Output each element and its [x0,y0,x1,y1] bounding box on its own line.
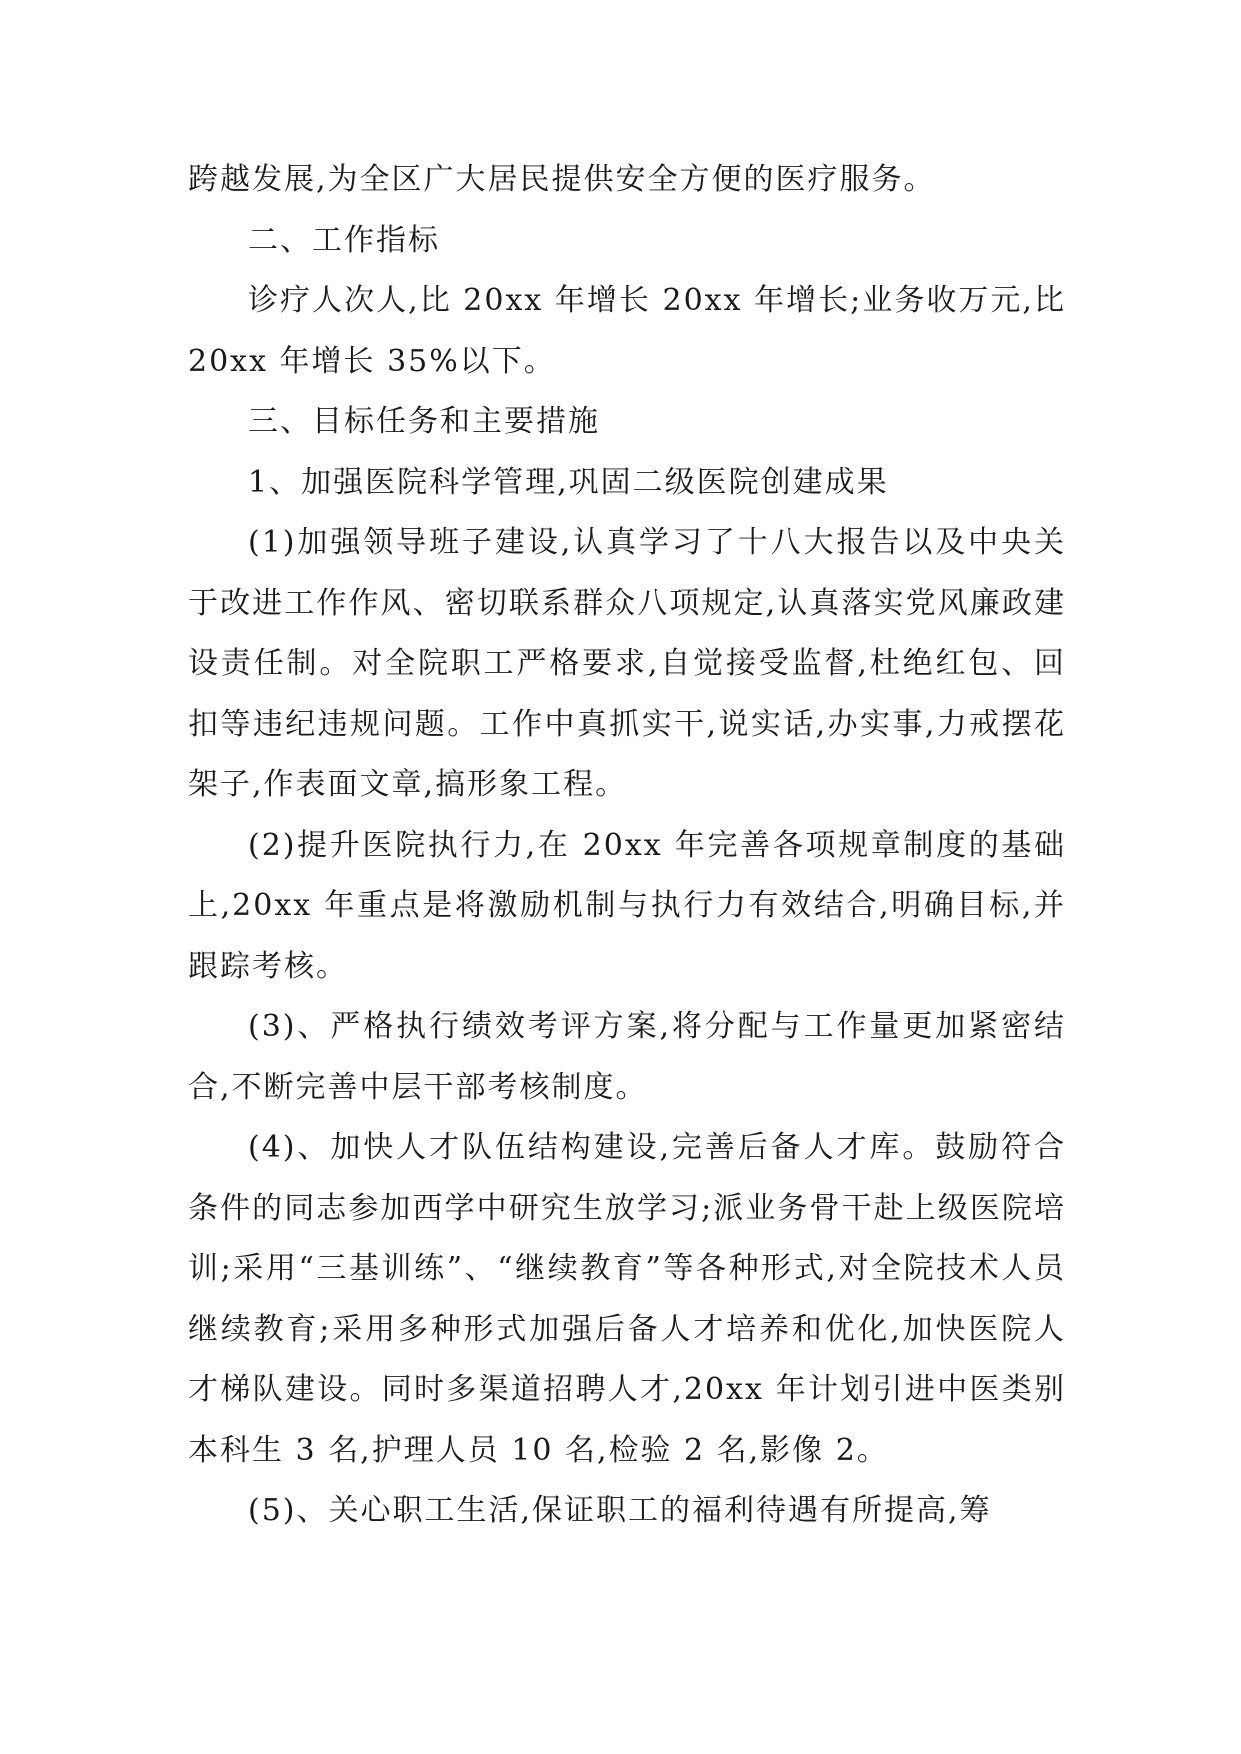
paragraph-item-3: (3)、严格执行绩效考评方案,将分配与工作量更加紧密结合,不断完善中层干部考核制度。 [188,1009,1066,1105]
paragraph-continuation: 跨越发展,为全区广大居民提供安全方便的医疗服务。 [188,162,936,197]
paragraph-item-1: (1)加强领导班子建设,认真学习了十八大报告以及中央关于改进工作作风、密切联系群众八项规定,认真落实党风廉政建设责任制。对全院职工严格要求,自觉接受监督,杜绝红包、回扣等违纪违规问题。工作中真抓实干,说实话,办实事,力戒摆花架子,作表面文章,搞形象工程。 [188,525,1066,802]
paragraph-item-2: (2)提升医院执行力,在 20xx 年完善各项规章制度的基础上,20xx 年重点是将激励机制与执行力有效结合,明确目标,并跟踪考核。 [188,827,1066,984]
paragraph-item-4: (4)、加快人才队伍结构建设,完善后备人才库。鼓励符合条件的同志参加西学中研究生放学习;派业务骨干赴上级医院培训;采用“三基训练”、“继续教育”等各种形式,对全院技术人员继续教育;采用多种形式加强后备人才培养和优化,加快医院人才梯队建设。同时多渠道招聘人才,20xx 年计划引进中医类别本科生 3 名,护理人员 10 名,检验 2 名,影像 2。 [188,1130,1066,1468]
paragraph-item-5: (5)、关心职工生活,保证职工的福利待遇有所提高,筹 [248,1493,992,1528]
paragraph-indicators: 诊疗人次人,比 20xx 年增长 20xx 年增长;业务收万元,比 20xx 年增长 35%以下。 [188,283,1066,379]
subheading-management: 1、加强医院科学管理,巩固二级医院创建成果 [248,464,889,500]
document-body [188,150,1066,1542]
section-heading-work-indicators: 二、工作指标 [248,222,440,258]
section-heading-goals-measures: 三、目标任务和主要措施 [248,404,600,439]
